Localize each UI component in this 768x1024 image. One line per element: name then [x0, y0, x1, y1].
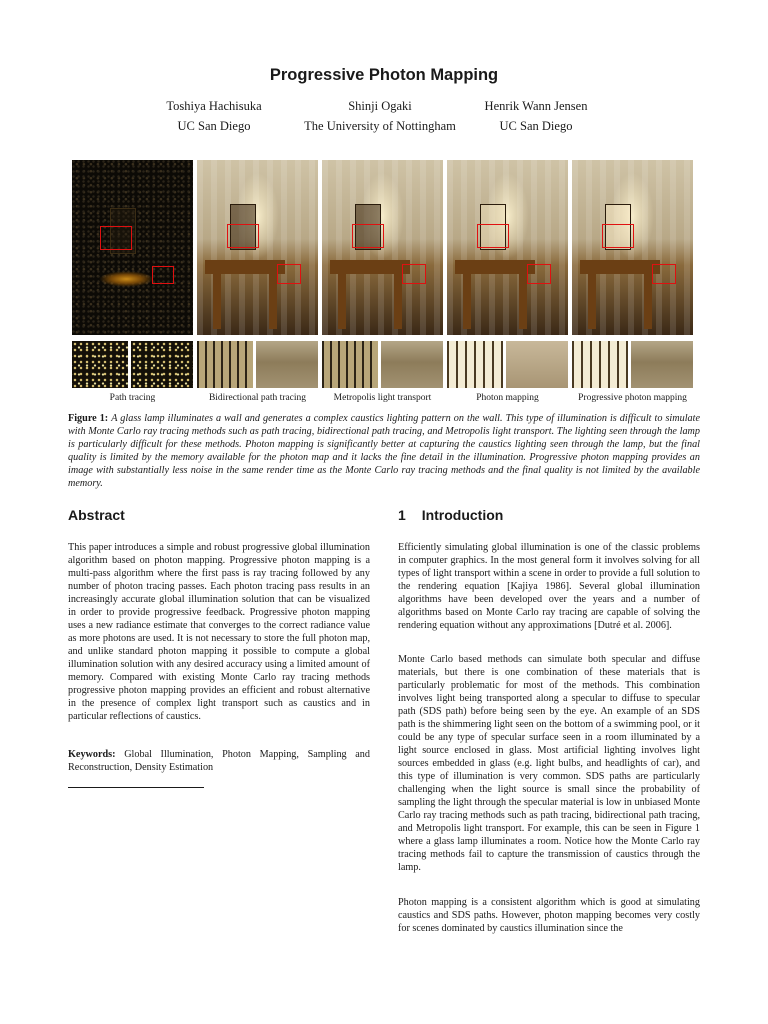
keywords-label: Keywords: — [68, 749, 116, 760]
render-path-tracing — [72, 160, 193, 335]
caption-label: Figure 1: — [68, 413, 109, 424]
abstract-body: This paper introduces a simple and robust progressive global illumination algorithm based on photon mapping. Progressive photon mapping is a multi-pass algorithm where the first pass is ray tracing followed by any number of photon tracing passes. Each photon tracing pass results in an increasingly accurate global illumination solution that can be visualized in order to provide progressive feedback. Progressive photon mapping uses a new radiance estimate that converges to the correct radiance value as more photons are used. It is not necessary to store the full photon map, and unlike standard photon mapping it possible to compute a global illumination solution with any desired accuracy using a limited amount of memory. Compared with existing Monte Carlo ray tracing methods progressive photon mapping provides an efficient and robust alternative in the presence of complex light transport such as caustics and in particular reflections of caustics. — [68, 542, 370, 722]
render-bidirectional-path-tracing — [197, 160, 318, 335]
table-shape — [580, 260, 660, 274]
highlight-box — [602, 224, 634, 248]
abstract-heading: Abstract — [68, 507, 125, 523]
highlight-box — [152, 266, 174, 284]
render-metropolis-light-transport — [322, 160, 443, 335]
crop-bidirectional-lamp — [197, 341, 253, 388]
intro-paragraph-1: Efficiently simulating global illumination is one of the classic problems in computer graphics. In the most general form it involves solving for all types of light transport within a scene in order to provide a full solution to the rendering equation [Kajiya 1986]. Several global illumination algorithms have been developed over the years and a number of algorithms based on Monte Carlo ray tracing are capable of solving the rendering equation without any approximations [Dutré et al. 2006]. — [398, 542, 700, 631]
author-affiliation: UC San Diego — [499, 119, 573, 133]
caption-text: A glass lamp illuminates a wall and generates a complex caustics lighting pattern on the wall. This type of illumination is difficult to simulate with Monte Carlo ray tracing methods such as path tracing, bidirectional path tracing, and Metropolis light transport. The lighting seen through the lamp is particularly difficult for these methods. Photon mapping is significantly better at capturing the caustics lighting seen through the lamp, but the final quality is limited by the memory available for the photon map and it lacks the fine detail in the illumination. Progressive photon mapping provides an image with substantially less noise in the same render time as the Monte Carlo ray tracing methods and the final quality is not limited by the available memory. — [68, 413, 700, 489]
highlight-box — [100, 226, 132, 250]
introduction-heading — [398, 507, 503, 523]
highlight-box — [652, 264, 676, 284]
table-leg — [463, 274, 471, 329]
highlight-box — [352, 224, 384, 248]
author-block — [416, 96, 656, 136]
table-leg — [213, 274, 221, 329]
highlight-box — [527, 264, 551, 284]
keywords-text: Global Illumination, Photon Mapping, Sampling and Reconstruction, Density Estimation — [68, 749, 370, 773]
panel-label: Metropolis light transport — [333, 393, 432, 403]
author-name: Henrik Wann Jensen — [484, 99, 588, 113]
crop-path-tracing-wall — [131, 341, 193, 388]
panel-label: Photon mapping — [476, 393, 539, 403]
table-shape — [330, 260, 410, 274]
paper-title: Progressive Photon Mapping — [269, 66, 499, 84]
section-title: Introduction — [421, 507, 504, 523]
table-leg — [269, 274, 277, 329]
crop-metropolis-lamp — [322, 341, 378, 388]
keywords — [68, 748, 370, 774]
crop-photon-mapping-lamp — [447, 341, 503, 388]
crop-photon-mapping-wall — [506, 341, 568, 388]
footnote-rule — [68, 787, 204, 788]
render-photon-mapping — [447, 160, 568, 335]
table-leg — [588, 274, 596, 329]
highlight-box — [477, 224, 509, 248]
highlight-box — [227, 224, 259, 248]
table-shape — [455, 260, 535, 274]
panel-label: Bidirectional path tracing — [208, 393, 307, 403]
crop-metropolis-wall — [381, 341, 443, 388]
panel-label: Progressive photon mapping — [578, 393, 687, 403]
author-name: Shinji Ogaki — [348, 99, 412, 113]
highlight-box — [277, 264, 301, 284]
table-leg — [394, 274, 402, 329]
render-progressive-photon-mapping — [572, 160, 693, 335]
crop-progressive-lamp — [572, 341, 628, 388]
figure-caption — [68, 412, 700, 490]
intro-paragraph-3: Photon mapping is a consistent algorithm which is good at simulating caustics and SDS paths. However, photon mapping becomes very costly for scenes dominated by caustics illumination since the — [398, 897, 700, 934]
crop-progressive-wall — [631, 341, 693, 388]
panel-label: Path tracing — [109, 393, 156, 403]
author-affiliation: UC San Diego — [177, 119, 251, 133]
highlight-box — [402, 264, 426, 284]
crop-path-tracing-lamp — [72, 341, 128, 388]
author-name: Toshiya Hachisuka — [166, 99, 262, 113]
table-leg — [338, 274, 346, 329]
section-number: 1 — [398, 507, 406, 523]
crop-bidirectional-wall — [256, 341, 318, 388]
table-leg — [644, 274, 652, 329]
author-affiliation: The University of Nottingham — [304, 119, 456, 133]
intro-paragraph-2: Monte Carlo based methods can simulate both specular and diffuse materials, but there is one combination of these materials that is particularly problematic for most of the methods. This combination involves light being transported along a specular to diffuse to specular path (SDS path) before being seen by the eye. An example of an SDS path is the shimmering light seen on the bottom of a swimming pool, or it could be any type of specular surface seen in a room illuminated by a light source enclosed in glass. Most artificial lighting involves light sources embedded in glass (e.g. light bulbs, and headlights of car), and this type of illumination is very common. SDS paths are particularly challenging when the light source is small since the probability of sampling the light through the specular material is low in unbiased Monte Carlo ray tracing methods such as path tracing, bidirectional path tracing, and Metropolis light transport. For example, this can be seen in Figure 1 where a glass lamp illuminates a room. Notice how the Monte Carlo ray tracing methods fail to capture the transmission of caustics through the lamp. — [398, 654, 700, 873]
table-leg — [519, 274, 527, 329]
table-shape — [205, 260, 285, 274]
